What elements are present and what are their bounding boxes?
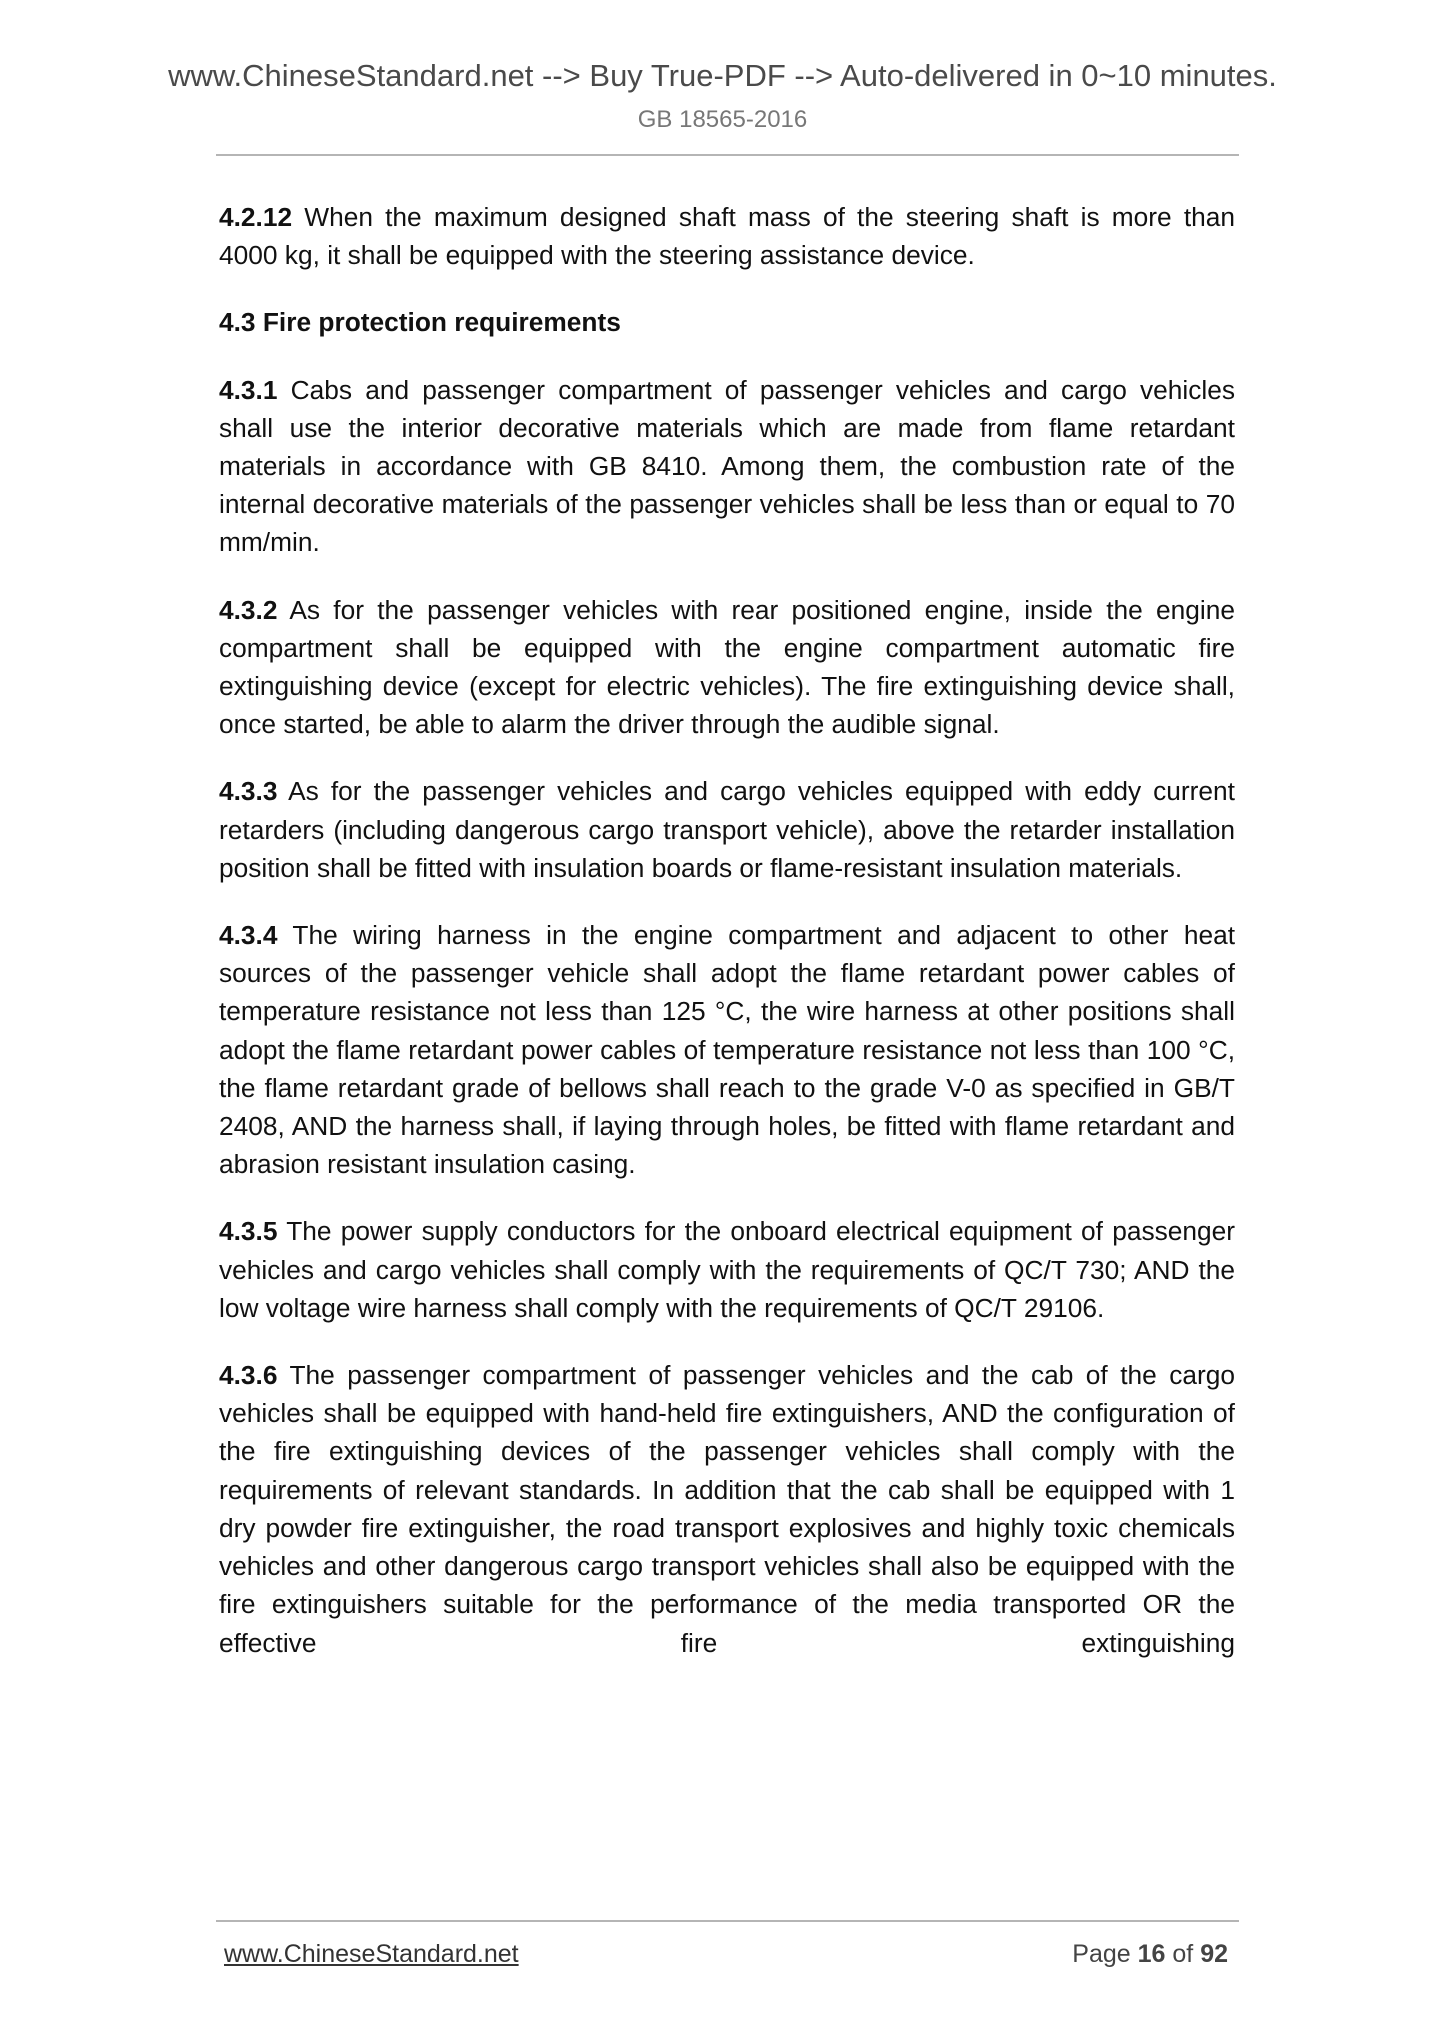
clause-4-3-4 xyxy=(219,916,1235,1183)
clause-4-2-12 xyxy=(219,198,1235,274)
header-banner: www.ChineseStandard.net --> Buy True-PDF --> Auto-delivered in 0~10 minutes. xyxy=(168,58,1277,93)
clause-number: 4.3.4 xyxy=(219,920,278,951)
document-body xyxy=(219,198,1235,1691)
clause-text: The passenger compartment of passenger vehicles and the cab of the cargo vehicles shall be equipped with hand-held fire extinguishers, AND the configuration of the fire extinguishing devices of the passenger vehicles shall comply with the requirements of relevant standards. In addition that the cab shall be equipped with 1 dry powder fire extinguisher, the road transport explosives and highly toxic chemicals vehicles and other dangerous cargo transport vehicles shall also be equipped with the fire extinguishers suitable for the performance of the media transported OR the effective fire extinguishing xyxy=(219,1360,1235,1658)
clause-text: The power supply conductors for the onboard electrical equipment of passenger vehicles and cargo vehicles shall comply with the requirements of QC/T 730; AND the low voltage wire harness shall comply with the requirements of QC/T 29106. xyxy=(219,1216,1235,1323)
clause-4-3-1 xyxy=(219,371,1235,562)
standard-id: GB 18565-2016 xyxy=(637,106,808,133)
clause-number: 4.2.12 xyxy=(219,202,293,232)
clause-4-3-2 xyxy=(219,591,1235,744)
clause-number: 4.3.6 xyxy=(219,1360,278,1391)
clause-4-3-5 xyxy=(219,1212,1235,1327)
clause-number: 4.3.2 xyxy=(219,594,278,625)
total-pages: 92 xyxy=(1200,1940,1228,1968)
section-heading: 4.3 Fire protection requirements xyxy=(219,307,621,338)
footer-website-link[interactable]: www.ChineseStandard.net xyxy=(224,1940,519,1968)
footer-divider xyxy=(216,1920,1239,1922)
page-indicator xyxy=(1072,1940,1228,1969)
page-label: Page xyxy=(1072,1940,1131,1968)
clause-text: Cabs and passenger compartment of passenger vehicles and cargo vehicles shall use the interior decorative materials which are made from flame retardant materials in accordance with GB 8410. Among them, the combustion rate of the internal decorative materials of the passenger vehicles shall be less than or equal to 70 mm/min. xyxy=(219,374,1235,558)
header-divider xyxy=(216,154,1239,156)
of-label: of xyxy=(1172,1940,1194,1968)
clause-number: 4.3.1 xyxy=(219,374,278,405)
clause-number: 4.3.5 xyxy=(219,1216,278,1247)
current-page: 16 xyxy=(1137,1940,1166,1968)
clause-text: As for the passenger vehicles and cargo vehicles equipped with eddy current retarders (including dangerous cargo transport vehicle), above the retarder installation position shall be fitted with insulation boards or flame-resistant insulation materials. xyxy=(219,776,1235,883)
clause-4-3-6 xyxy=(219,1356,1235,1662)
clause-text: The wiring harness in the engine compartment and adjacent to other heat sources of the passenger vehicle shall adopt the flame retardant power cables of temperature resistance not less than 125 °C, the wire harness at other positions shall adopt the flame retardant power cables of temperature resistance not less than 100 °C, the flame retardant grade of bellows shall reach to the grade V-0 as specified in GB/T 2408, AND the harness shall, if laying through holes, be fitted with flame retardant and abrasion resistant insulation casing. xyxy=(219,920,1235,1180)
clause-4-3-3 xyxy=(219,772,1235,887)
clause-text: As for the passenger vehicles with rear positioned engine, inside the engine compartment shall be equipped with the engine compartment automatic fire extinguishing device (except for electric vehicles). The fire extinguishing device shall, once started, be able to alarm the driver through the audible signal. xyxy=(219,594,1235,740)
clause-text: When the maximum designed shaft mass of the steering shaft is more than 4000 kg, it shall be equipped with the steering assistance device. xyxy=(219,202,1235,271)
clause-number: 4.3.3 xyxy=(219,776,278,807)
